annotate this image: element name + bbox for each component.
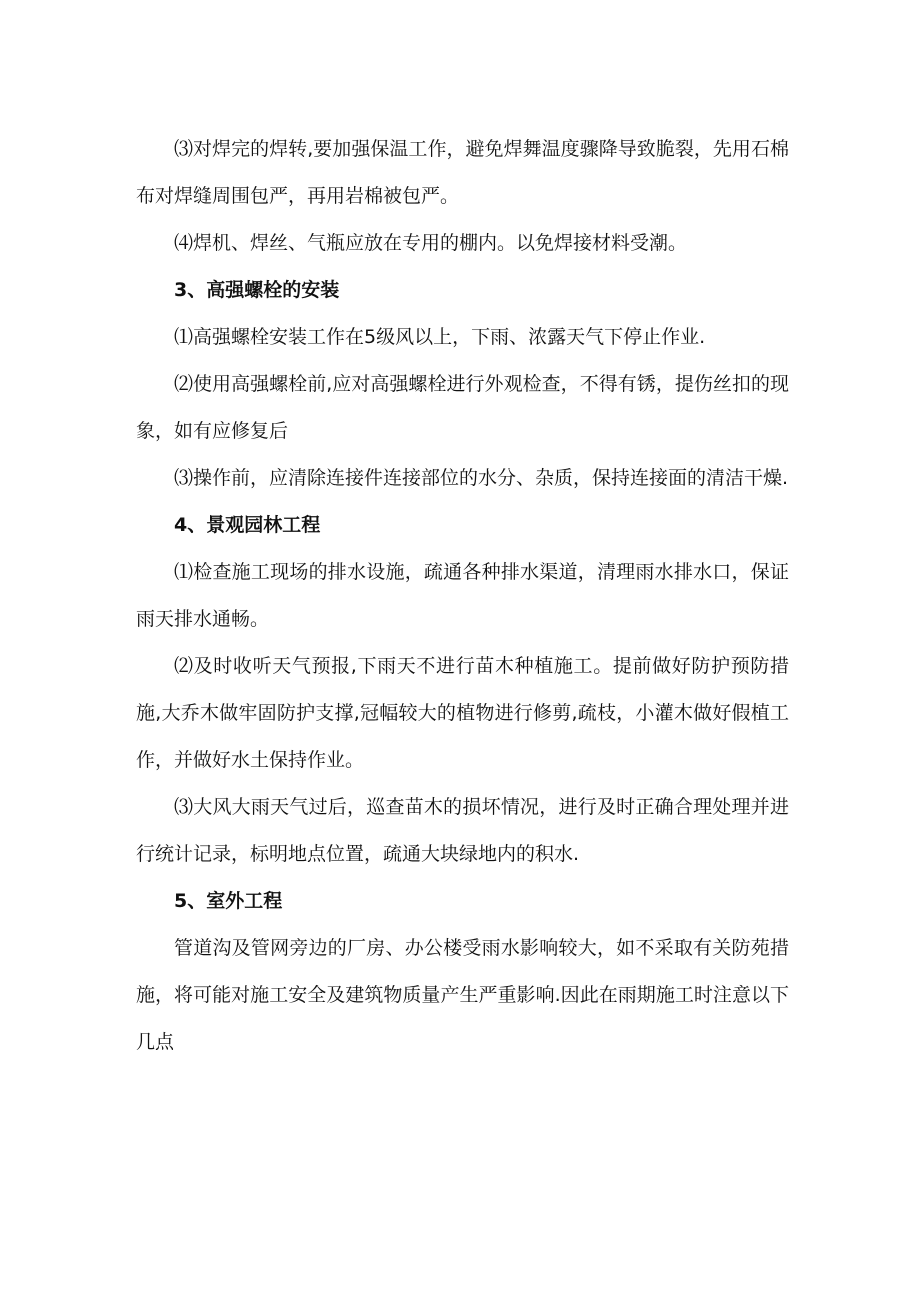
paragraph-weather-forecast: ⑵及时收听天气预报,下雨天不进行苗木种植施工。提前做好防护预防措施,大乔木做牢固防护支撑,冠幅较大的植物进行修剪,疏枝，小灌木做好假植工作，并做好水土保持作业。 [136, 655, 789, 771]
paragraph-outdoor-works: 管道沟及管网旁边的厂房、办公楼受雨水影响较大，如不采取有关防苑措施，将可能对施工安全及建筑物质量产生严重影响.因此在雨期施工时注意以下几点 [136, 937, 789, 1053]
paragraph-drainage: ⑴检查施工现场的排水设施，疏通各种排水渠道，清理雨水排水口，保证雨天排水通畅。 [136, 561, 789, 630]
section-heading-bolts: 3、高强螺栓的安装 [174, 279, 340, 301]
paragraph-bolt-cleaning: ⑶操作前，应清除连接件连接部位的水分、杂质，保持连接面的清洁干燥. [174, 467, 789, 489]
paragraph-storm-inspection: ⑶大风大雨天气过后，巡查苗木的损坏情况，进行及时正确合理处理并进行统计记录，标明地点位置，疏通大块绿地内的积水. [136, 796, 789, 865]
paragraph-weld-insulation: ⑶对焊完的焊转,要加强保温工作，避免焊舞温度骤降导致脆裂，先用石棉布对焊缝周围包严，再用岩棉被包严。 [136, 138, 789, 207]
section-heading-landscape: 4、景观园林工程 [174, 514, 321, 536]
paragraph-bolt-inspection: ⑵使用高强螺栓前,应对高强螺栓进行外观检查，不得有锈，提伤丝扣的现象，如有应修复后 [136, 373, 789, 442]
paragraph-welding-equipment: ⑷焊机、焊丝、气瓶应放在专用的棚内。以免焊接材料受潮。 [174, 232, 688, 254]
section-heading-outdoor: 5、室外工程 [174, 890, 283, 912]
paragraph-bolt-weather: ⑴高强螺栓安装工作在5级风以上，下雨、浓露天气下停止作业. [174, 326, 706, 348]
